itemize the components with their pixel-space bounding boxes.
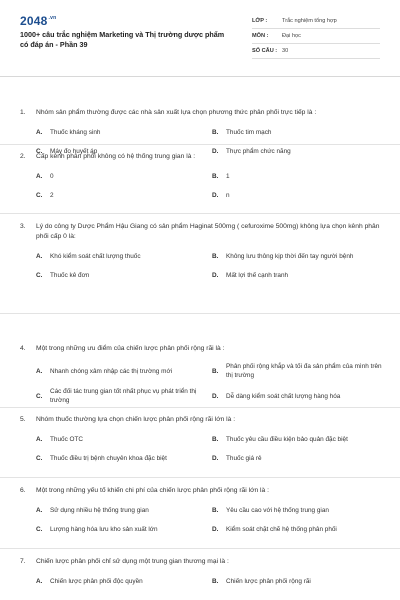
option-b[interactable]	[212, 126, 384, 138]
meta-key: MÔN :	[252, 33, 269, 39]
option-text: Yêu cầu cao với hệ thống trung gian	[226, 506, 329, 514]
question-number: 6.	[20, 487, 26, 494]
question-number: 1.	[20, 109, 26, 116]
option-letter: A.	[36, 252, 43, 260]
option-letter: C.	[36, 454, 43, 462]
option-letter: A.	[36, 435, 43, 443]
options	[36, 170, 384, 201]
option-letter: D.	[212, 271, 219, 279]
option-letter: C.	[36, 147, 43, 155]
option-letter: B.	[212, 128, 219, 136]
question-divider	[0, 477, 400, 478]
option-text: 2	[50, 191, 54, 199]
option-c[interactable]	[36, 189, 208, 201]
exam-meta	[252, 14, 380, 59]
question-4	[20, 344, 384, 405]
option-text: Phân phối rộng khắp và tối đa sản phẩm của mình trên thị trường	[226, 363, 382, 379]
option-text: 0	[50, 172, 54, 180]
option-letter: D.	[212, 147, 219, 155]
option-text: Mất lợi thế cạnh tranh	[226, 271, 289, 279]
logo-suffix: .vn	[48, 15, 57, 21]
option-text: Chiến lược phân phối độc quyền	[50, 577, 143, 585]
question-text: Một trong những ưu điểm của chiến lược phân phối rộng rãi là :	[36, 345, 225, 352]
question-7	[20, 557, 384, 587]
option-c[interactable]	[36, 387, 208, 405]
option-text: Thực phẩm chức năng	[226, 147, 291, 155]
question-number: 2.	[20, 153, 26, 160]
option-d[interactable]	[212, 387, 384, 405]
option-letter: C.	[36, 392, 43, 400]
option-letter: B.	[212, 577, 219, 585]
option-b[interactable]	[212, 170, 384, 182]
option-text: Máy đo huyết áp	[50, 147, 98, 155]
question-text: Chiến lược phân phối chỉ sử dụng một trung gian thương mại là :	[36, 558, 229, 565]
option-d[interactable]	[212, 189, 384, 201]
option-letter: B.	[212, 252, 219, 260]
option-letter: D.	[212, 454, 219, 462]
page-title: 1000+ câu trắc nghiệm Marketing và Thị trường dược phẩm có đáp án - Phần 39	[20, 30, 225, 49]
meta-value: 30	[282, 48, 289, 54]
option-b[interactable]	[212, 575, 384, 587]
question-divider	[0, 548, 400, 549]
question-6	[20, 486, 384, 535]
question-number: 4.	[20, 345, 26, 352]
option-text: Thuốc giá rẻ	[226, 454, 262, 462]
option-b[interactable]	[212, 433, 384, 445]
meta-row-count	[252, 44, 380, 59]
option-letter: A.	[36, 506, 43, 514]
question-text: Lý do công ty Dược Phẩm Hậu Giang có sản phẩm Haginat 500mg ( cefuroxime 500mg) không lựa chọn kênh phân phối cấp 0 là:	[36, 223, 380, 240]
meta-value: Đại học	[282, 33, 301, 39]
option-b[interactable]	[212, 504, 384, 516]
option-d[interactable]	[212, 452, 384, 464]
option-text: Thuốc tim mạch	[226, 128, 272, 136]
question-divider	[0, 313, 400, 314]
option-letter: C.	[36, 191, 43, 199]
option-d[interactable]	[212, 523, 384, 535]
option-b[interactable]	[212, 362, 384, 380]
question-5	[20, 415, 384, 464]
option-letter: B.	[212, 435, 219, 443]
option-letter: B.	[212, 172, 219, 180]
option-text: Thuốc kê đơn	[50, 271, 90, 279]
question-text: Nhóm thuốc thường lựa chọn chiến lược phân phối rộng rãi lớn là :	[36, 416, 236, 423]
option-letter: A.	[36, 577, 43, 585]
question-text: Một trong những yếu tố khiến chi phí của chiến lược phân phối rộng rãi lớn là :	[36, 487, 269, 494]
option-a[interactable]	[36, 250, 208, 262]
option-a[interactable]	[36, 575, 208, 587]
options	[36, 362, 384, 405]
option-text: 1	[226, 172, 230, 180]
option-a[interactable]	[36, 170, 208, 182]
option-text: Thuốc yêu cầu điều kiện bảo quản đặc biệt	[226, 435, 348, 443]
option-a[interactable]	[36, 504, 208, 516]
options	[36, 433, 384, 464]
question-text: Nhóm sản phẩm thường được các nhà sản xuất lựa chọn phương thức phân phối trực tiếp là :	[36, 109, 317, 116]
option-letter: D.	[212, 525, 219, 533]
option-text: Kiểm soát chặt chẽ hệ thống phân phối	[226, 525, 337, 533]
option-text: Không lưu thông kịp thời đến tay người bệnh	[226, 252, 354, 260]
question-number: 7.	[20, 558, 26, 565]
option-text: Thuốc kháng sinh	[50, 128, 101, 136]
option-letter: D.	[212, 392, 219, 400]
option-a[interactable]	[36, 433, 208, 445]
meta-value: Trắc nghiệm tổng hợp	[282, 18, 337, 24]
site-logo[interactable]	[20, 14, 56, 28]
question-number: 5.	[20, 416, 26, 423]
option-text: n	[226, 191, 230, 199]
question-number: 3.	[20, 223, 26, 230]
option-letter: A.	[36, 172, 43, 180]
option-b[interactable]	[212, 250, 384, 262]
option-text: Chiến lược phân phối rộng rãi	[226, 577, 311, 585]
option-letter: C.	[36, 525, 43, 533]
header-divider	[0, 76, 400, 77]
option-letter: C.	[36, 271, 43, 279]
logo-text: 2048	[20, 14, 48, 28]
meta-key: LỚP :	[252, 18, 268, 24]
question-2	[20, 152, 384, 201]
option-a[interactable]	[36, 126, 208, 138]
option-letter: D.	[212, 191, 219, 199]
option-text: Sử dụng nhiều hệ thống trung gian	[50, 506, 149, 514]
option-letter: B.	[212, 367, 219, 375]
options	[36, 575, 384, 587]
option-c[interactable]	[36, 523, 208, 535]
option-c[interactable]	[36, 269, 208, 281]
options	[36, 250, 384, 281]
option-text: Lượng hàng hóa lưu kho sản xuất lớn	[50, 525, 158, 533]
option-text: Các đối tác trung gian tốt nhất phục vụ phát triển thị trường	[50, 388, 197, 404]
question-text: Cấp kênh phân phối không có hệ thống trung gian là :	[36, 153, 196, 160]
question-divider	[0, 144, 400, 145]
question-divider	[0, 213, 400, 214]
meta-key: SỐ CÂU :	[252, 48, 278, 54]
meta-row-class	[252, 14, 380, 29]
meta-row-subject	[252, 29, 380, 44]
option-a[interactable]	[36, 362, 208, 380]
options	[36, 504, 384, 535]
question-3	[20, 222, 384, 281]
option-letter: A.	[36, 128, 43, 136]
question-1	[20, 108, 384, 157]
option-text: Dễ dàng kiểm soát chất lượng hàng hóa	[226, 392, 341, 400]
option-text: Nhanh chóng xâm nhập các thị trường mới	[50, 367, 173, 375]
option-c[interactable]	[36, 452, 208, 464]
option-text: Khó kiểm soát chất lượng thuốc	[50, 252, 141, 260]
option-letter: B.	[212, 506, 219, 514]
option-d[interactable]	[212, 269, 384, 281]
option-text: Thuốc điều trị bệnh chuyên khoa đặc biệt	[50, 454, 167, 462]
question-divider	[0, 407, 400, 408]
option-text: Thuốc OTC	[50, 435, 84, 443]
option-letter: A.	[36, 367, 43, 375]
